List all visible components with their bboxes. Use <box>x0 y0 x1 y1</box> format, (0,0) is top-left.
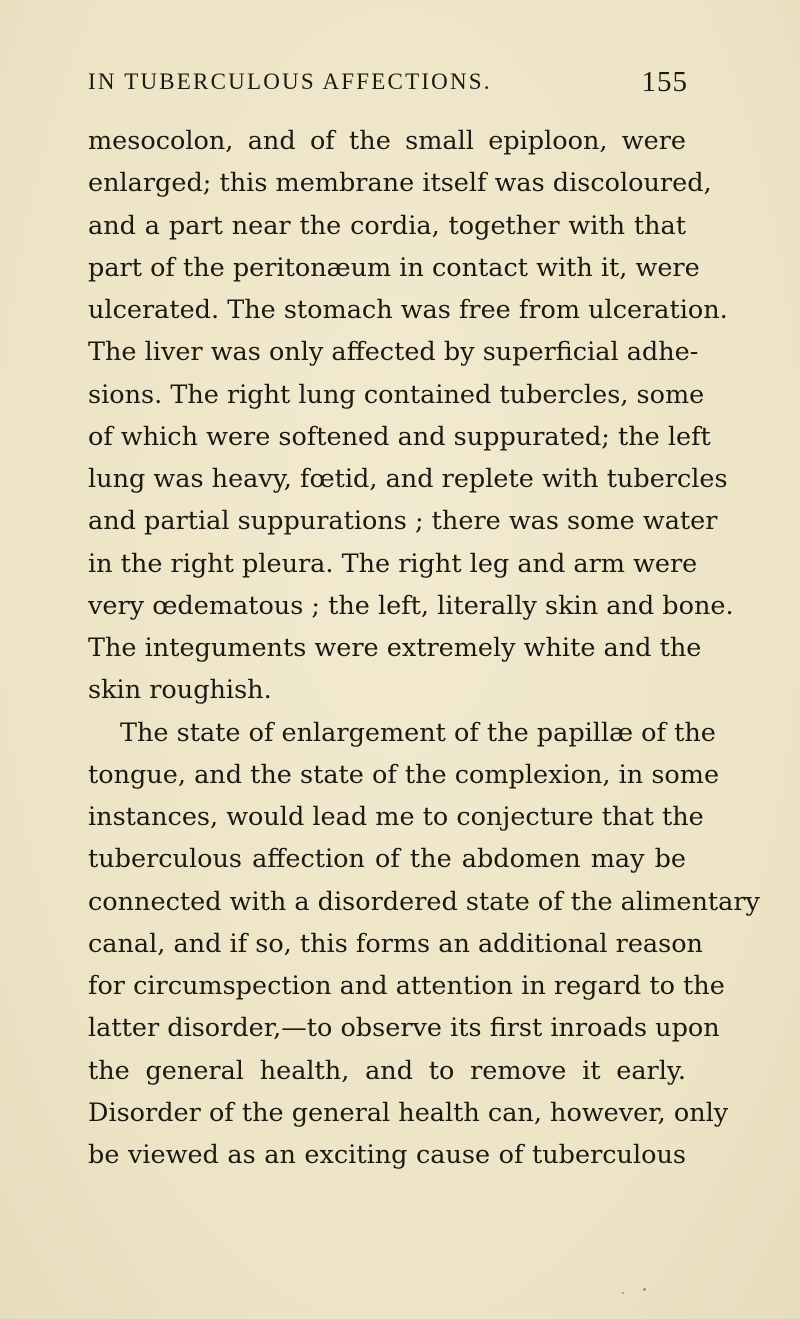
paper-speck <box>622 1292 624 1294</box>
text-line: for circumspection and attention in regard to the <box>88 971 725 1001</box>
page-header <box>88 62 688 102</box>
text-line: sions. The right lung contained tubercles, some <box>88 379 705 410</box>
text-line: canal, and if so, this forms an additional reason <box>88 928 703 959</box>
text-line: skin roughish. <box>88 675 272 706</box>
page-number: 155 <box>641 66 688 98</box>
text-line: the general health, and to remove it early. <box>88 1055 686 1086</box>
paragraph-start-line: The state of enlargement of the papillæ of the <box>120 717 716 748</box>
text-line: of which were softened and suppurated; the left <box>88 421 711 452</box>
text-line: The integuments were extremely white and the <box>88 633 702 663</box>
text-line: enlarged; this membrane itself was discoloured, <box>88 168 712 199</box>
text-line: part of the peritonæum in contact with it, were <box>88 252 700 283</box>
text-line: tongue, and the state of the complexion, in some <box>88 759 720 790</box>
text-line: Disorder of the general health can, however, only <box>88 1097 729 1128</box>
running-head: IN TUBERCULOUS AFFECTIONS. <box>88 69 492 94</box>
text-line: tuberculous affection of the abdomen may be <box>88 844 686 875</box>
text-line: very œdematous ; the left, literally skin and bone. <box>88 590 734 621</box>
body-text <box>88 120 760 1176</box>
text-line: instances, would lead me to conjecture that the <box>88 802 704 832</box>
text-line: and partial suppurations ; there was some water <box>88 506 718 537</box>
text-line: connected with a disordered state of the alimentary <box>88 886 760 917</box>
text-line: lung was heavy, fœtid, and replete with tubercles <box>88 464 728 494</box>
text-line: mesocolon, and of the small epiploon, were <box>88 126 686 156</box>
text-line: The liver was only affected by superficial adhe- <box>88 337 699 368</box>
text-line: be viewed as an exciting cause of tuberculous <box>88 1140 686 1170</box>
text-line: ulcerated. The stomach was free from ulceration. <box>88 295 728 325</box>
text-line: in the right pleura. The right leg and arm were <box>88 548 698 579</box>
text-line: latter disorder,—to observe its first inroads upon <box>88 1013 720 1044</box>
paper-speck <box>643 1288 646 1291</box>
text-line: and a part near the cordia, together with that <box>88 210 686 241</box>
